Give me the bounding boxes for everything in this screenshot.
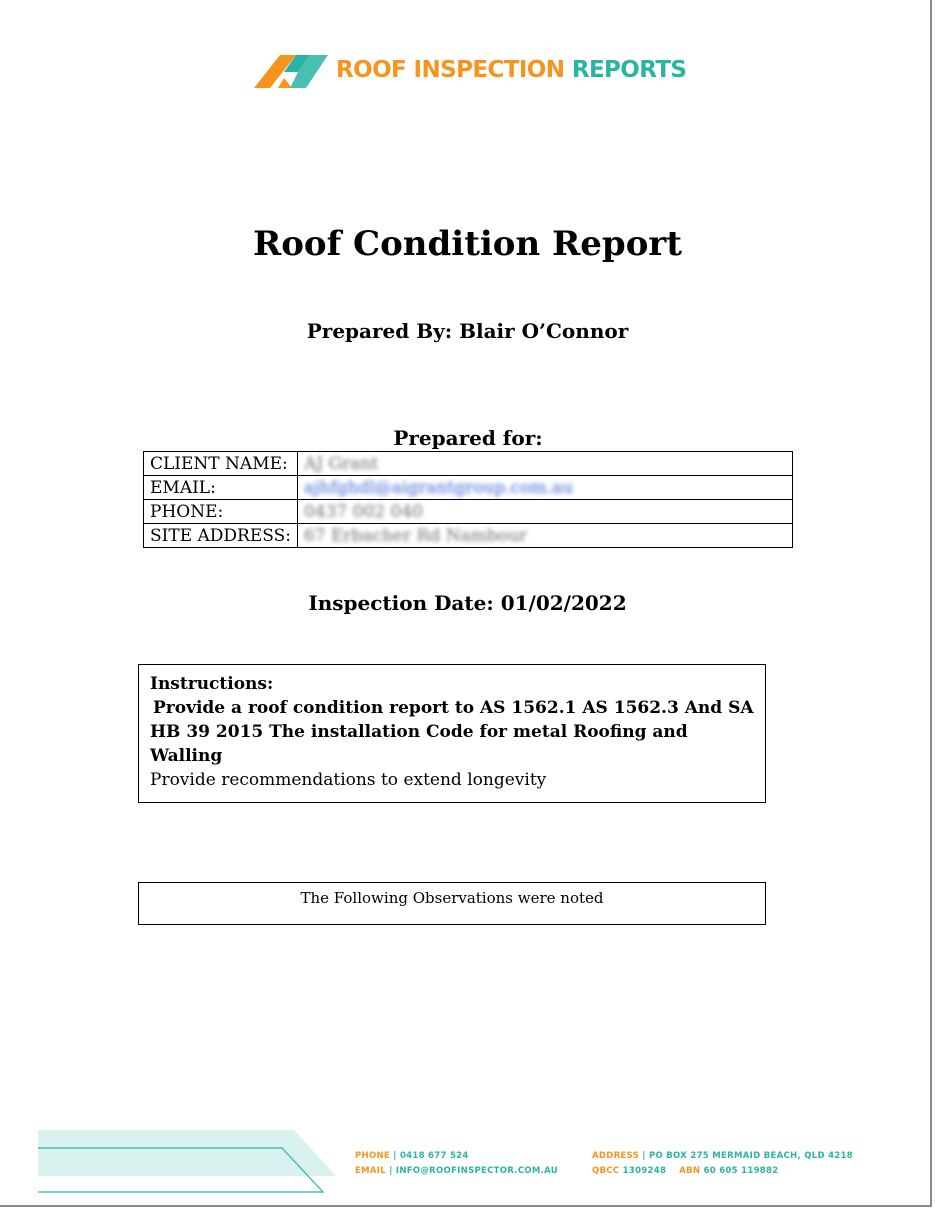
- footer-qbcc-label: QBCC: [592, 1166, 620, 1176]
- footer-abn-label: ABN: [679, 1166, 701, 1176]
- footer-stripe-graphic: [38, 1128, 338, 1194]
- footer-phone-label: PHONE: [355, 1151, 390, 1161]
- instructions-line-1: Provide a roof condition report to AS 1562.1 AS 1562.3 And SA: [153, 698, 754, 718]
- instructions-box: [138, 664, 766, 803]
- prepared-for-heading: Prepared for:: [393, 426, 543, 450]
- table-row: [144, 500, 793, 524]
- instructions-line-2: HB 39 2015 The installation Code for metal Roofing and Walling: [150, 722, 688, 766]
- client-name-label: CLIENT NAME:: [144, 452, 298, 476]
- footer-address-value: PO BOX 275 MERMAID BEACH, QLD 4218: [648, 1151, 853, 1161]
- footer-contact: [355, 1149, 558, 1179]
- phone-label: PHONE:: [144, 500, 298, 524]
- table-row: [144, 452, 793, 476]
- client-details-table: [143, 451, 793, 548]
- instructions-line-3: Provide recommendations to extend longevity: [150, 770, 547, 790]
- observations-box: [138, 882, 766, 925]
- instructions-heading: Instructions:: [150, 674, 274, 694]
- email-label: EMAIL:: [144, 476, 298, 500]
- footer-address-label: ADDRESS: [592, 1151, 640, 1161]
- email-link[interactable]: ajhfghdl@aigrantgroup.com.au: [303, 477, 574, 498]
- brand-logo: [254, 50, 686, 90]
- footer-email-label: EMAIL: [355, 1166, 386, 1176]
- client-name-value: [297, 452, 792, 476]
- phone-text: 0437 002 040: [303, 501, 423, 522]
- email-value: [297, 476, 792, 500]
- footer-phone: PHONE | 0418 677 524: [355, 1151, 469, 1161]
- site-address-text: 67 Erbacher Rd Nambour: [303, 525, 528, 546]
- brand-name: [336, 57, 686, 83]
- footer-email-value[interactable]: INFO@ROOFINSPECTOR.COM.AU: [395, 1166, 558, 1176]
- prepared-by: Prepared By: Blair O’Connor: [306, 319, 629, 343]
- footer-qbcc-abn: [592, 1164, 853, 1179]
- table-row: [144, 476, 793, 500]
- site-address-value: [297, 524, 792, 548]
- report-title: Roof Condition Report: [252, 224, 683, 264]
- footer-address: ADDRESS | PO BOX 275 MERMAID BEACH, QLD 4218: [592, 1151, 853, 1161]
- inspection-date: Inspection Date: 01/02/2022: [308, 591, 627, 615]
- footer-abn-value: 60 605 119882: [703, 1166, 779, 1176]
- observations-text: The Following Observations were noted: [300, 889, 604, 907]
- site-address-label: SITE ADDRESS:: [144, 524, 298, 548]
- footer-address-block: [592, 1149, 853, 1179]
- table-row: [144, 524, 793, 548]
- footer-phone-value: 0418 677 524: [399, 1151, 469, 1161]
- footer-qbcc-value: 1309248: [622, 1166, 667, 1176]
- brand-name-part1: ROOF INSPECTION: [336, 57, 565, 83]
- footer-email: EMAIL | INFO@ROOFINSPECTOR.COM.AU: [355, 1166, 558, 1176]
- client-name-text: AJ Grant: [303, 453, 379, 474]
- roof-logo-icon: [254, 50, 328, 90]
- brand-name-part2: REPORTS: [571, 57, 687, 83]
- phone-value: [297, 500, 792, 524]
